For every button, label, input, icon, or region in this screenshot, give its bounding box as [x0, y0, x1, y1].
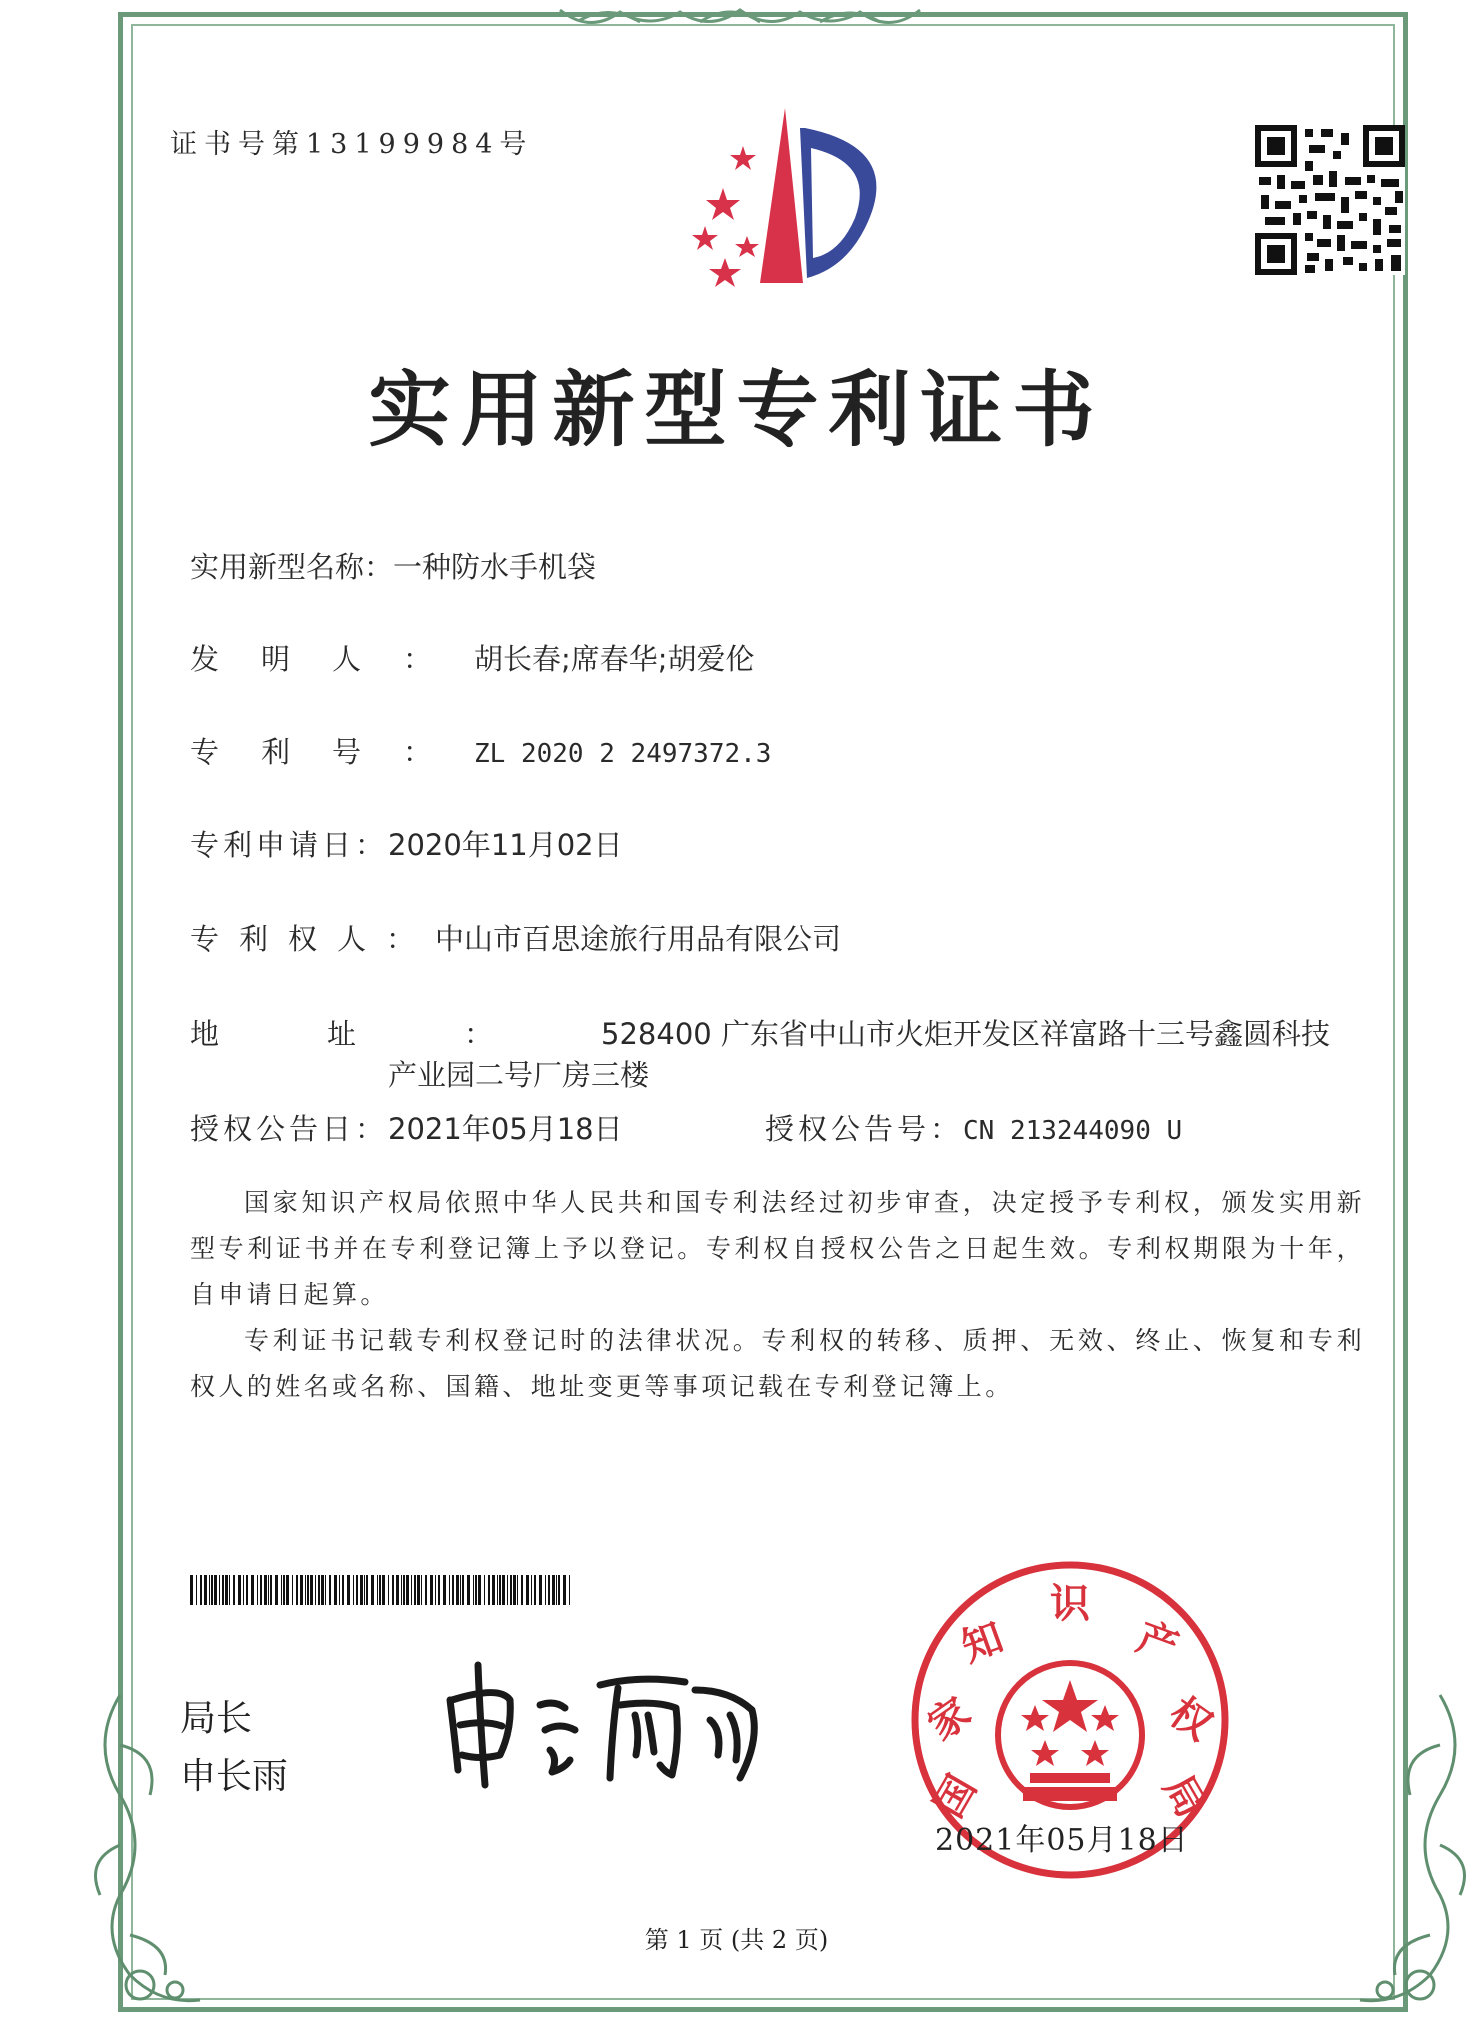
patent-number-value: ZL 2020 2 2497372.3 — [474, 739, 772, 769]
field-grant-number — [765, 1107, 1182, 1148]
page-indicator: 第 1 页 (共 2 页) — [644, 1926, 829, 1954]
cnipa-logo-icon — [665, 108, 905, 298]
statement-paragraph-1: 国家知识产权局依照中华人民共和国专利法经过初步审查，决定授予专利权，颁发实用新型专利证书并在专利登记簿上予以登记。专利权自授权公告之日起生效。专利权期限为十年，自申请日起算。 — [190, 1188, 1365, 1309]
certificate-title: 实用新型专利证书 — [368, 363, 1105, 458]
field-patentee — [190, 917, 841, 958]
qr-code-icon — [1255, 125, 1405, 275]
svg-text:权: 权 — [1160, 1689, 1221, 1750]
field-address-line-2 — [388, 1053, 649, 1094]
inventor-value: 胡长春;席春华;胡爱伦 — [474, 642, 755, 676]
field-utility-model-name — [190, 545, 596, 586]
patentee-label: 专利权人： — [190, 922, 436, 956]
field-grant-date — [190, 1107, 623, 1148]
svg-text:产: 产 — [1130, 1614, 1185, 1672]
grant-number-value: CN 213244090 U — [963, 1116, 1183, 1146]
director-title: 局长 — [180, 1698, 253, 1739]
certificate-number: 证书号第13199984号 — [170, 129, 534, 160]
director-signature — [440, 1660, 770, 1790]
patentee-value: 中山市百思途旅行用品有限公司 — [435, 922, 842, 956]
grant-date-value: 2021年05月18日 — [388, 1112, 623, 1146]
svg-text:局: 局 — [1154, 1767, 1215, 1826]
address-label: 地址： — [190, 1017, 602, 1051]
field-application-date — [190, 823, 623, 864]
field-inventor — [190, 637, 755, 678]
director-name: 申长雨 — [180, 1756, 289, 1797]
address-line-2: 产业园二号厂房三楼 — [388, 1058, 650, 1092]
svg-text:识: 识 — [1050, 1581, 1090, 1627]
utility-model-name-label: 实用新型名称： — [190, 550, 394, 584]
statement-paragraph-2: 专利证书记载专利权登记时的法律状况。专利权的转移、质押、无效、终止、恢复和专利权人的姓名或名称、国籍、地址变更等事项记载在专利登记簿上。 — [190, 1326, 1365, 1401]
utility-model-name-value: 一种防水手机袋 — [393, 550, 597, 584]
grant-date-label: 授权公告日： — [190, 1112, 389, 1146]
application-date-label: 专利申请日： — [190, 828, 389, 862]
svg-text:知: 知 — [955, 1614, 1010, 1672]
patent-number-label: 专利号： — [190, 735, 475, 769]
national-emblem-icon — [998, 1663, 1142, 1807]
field-patent-number — [190, 730, 771, 771]
seal-date: 2021年05月18日 — [935, 1823, 1189, 1858]
svg-text:家: 家 — [919, 1689, 980, 1750]
grant-number-label: 授权公告号： — [765, 1112, 964, 1146]
field-address — [190, 1012, 1330, 1053]
svg-text:国: 国 — [925, 1767, 986, 1826]
corner-ornament-bottom-right — [1340, 1685, 1473, 2015]
address-line-1: 528400 广东省中山市火炬开发区祥富路十三号鑫圆科技 — [601, 1017, 1330, 1051]
barcode-icon — [190, 1575, 575, 1605]
inventor-label: 发明人： — [190, 642, 475, 676]
application-date-value: 2020年11月02日 — [388, 828, 623, 862]
top-ornament — [550, 0, 930, 34]
